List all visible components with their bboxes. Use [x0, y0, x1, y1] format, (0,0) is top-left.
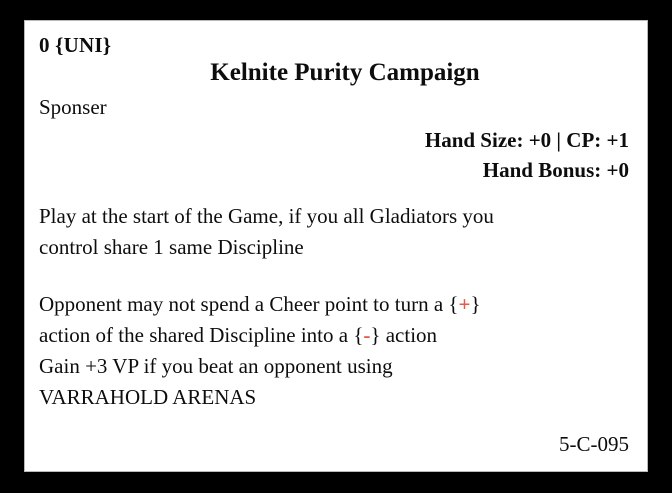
card-collector-code: 5-C-095	[559, 432, 629, 456]
rules-paragraph-2	[39, 289, 629, 413]
card-cost: 0 {UNI}	[39, 33, 112, 57]
card-rules-text	[39, 201, 629, 439]
card-title: Kelnite Purity Campaign	[210, 59, 480, 86]
minus-symbol-icon: -	[363, 323, 371, 347]
card-content	[25, 21, 647, 471]
stat-hand-size-cp: Hand Size: +0 | CP: +1	[424, 128, 629, 152]
rules-p2-line3: Gain +3 VP if you beat an opponent using	[39, 354, 393, 378]
card-stats	[425, 125, 629, 185]
plus-symbol-icon: +	[458, 292, 471, 316]
rules-p2-line2-pre: action of the shared Discipline into a {	[39, 323, 364, 347]
card-type: Sponser	[39, 95, 107, 119]
rules-p2-line4: VARRAHOLD ARENAS	[39, 385, 257, 409]
rules-paragraph-1	[39, 201, 629, 263]
rules-p2-line1	[39, 289, 629, 320]
rules-p2-line1-post: }	[470, 292, 481, 316]
rules-p2-line1-pre: Opponent may not spend a Cheer point to turn a {	[39, 292, 459, 316]
rules-p2-line2-post: } action	[370, 323, 438, 347]
rules-p1-line1: Play at the start of the Game, if you all Gladiators you	[39, 204, 494, 228]
stat-hand-bonus: Hand Bonus: +0	[482, 158, 629, 182]
rules-p1-line2: control share 1 same Discipline	[39, 235, 304, 259]
rules-p2-line2	[39, 320, 629, 351]
card-face	[24, 20, 648, 472]
